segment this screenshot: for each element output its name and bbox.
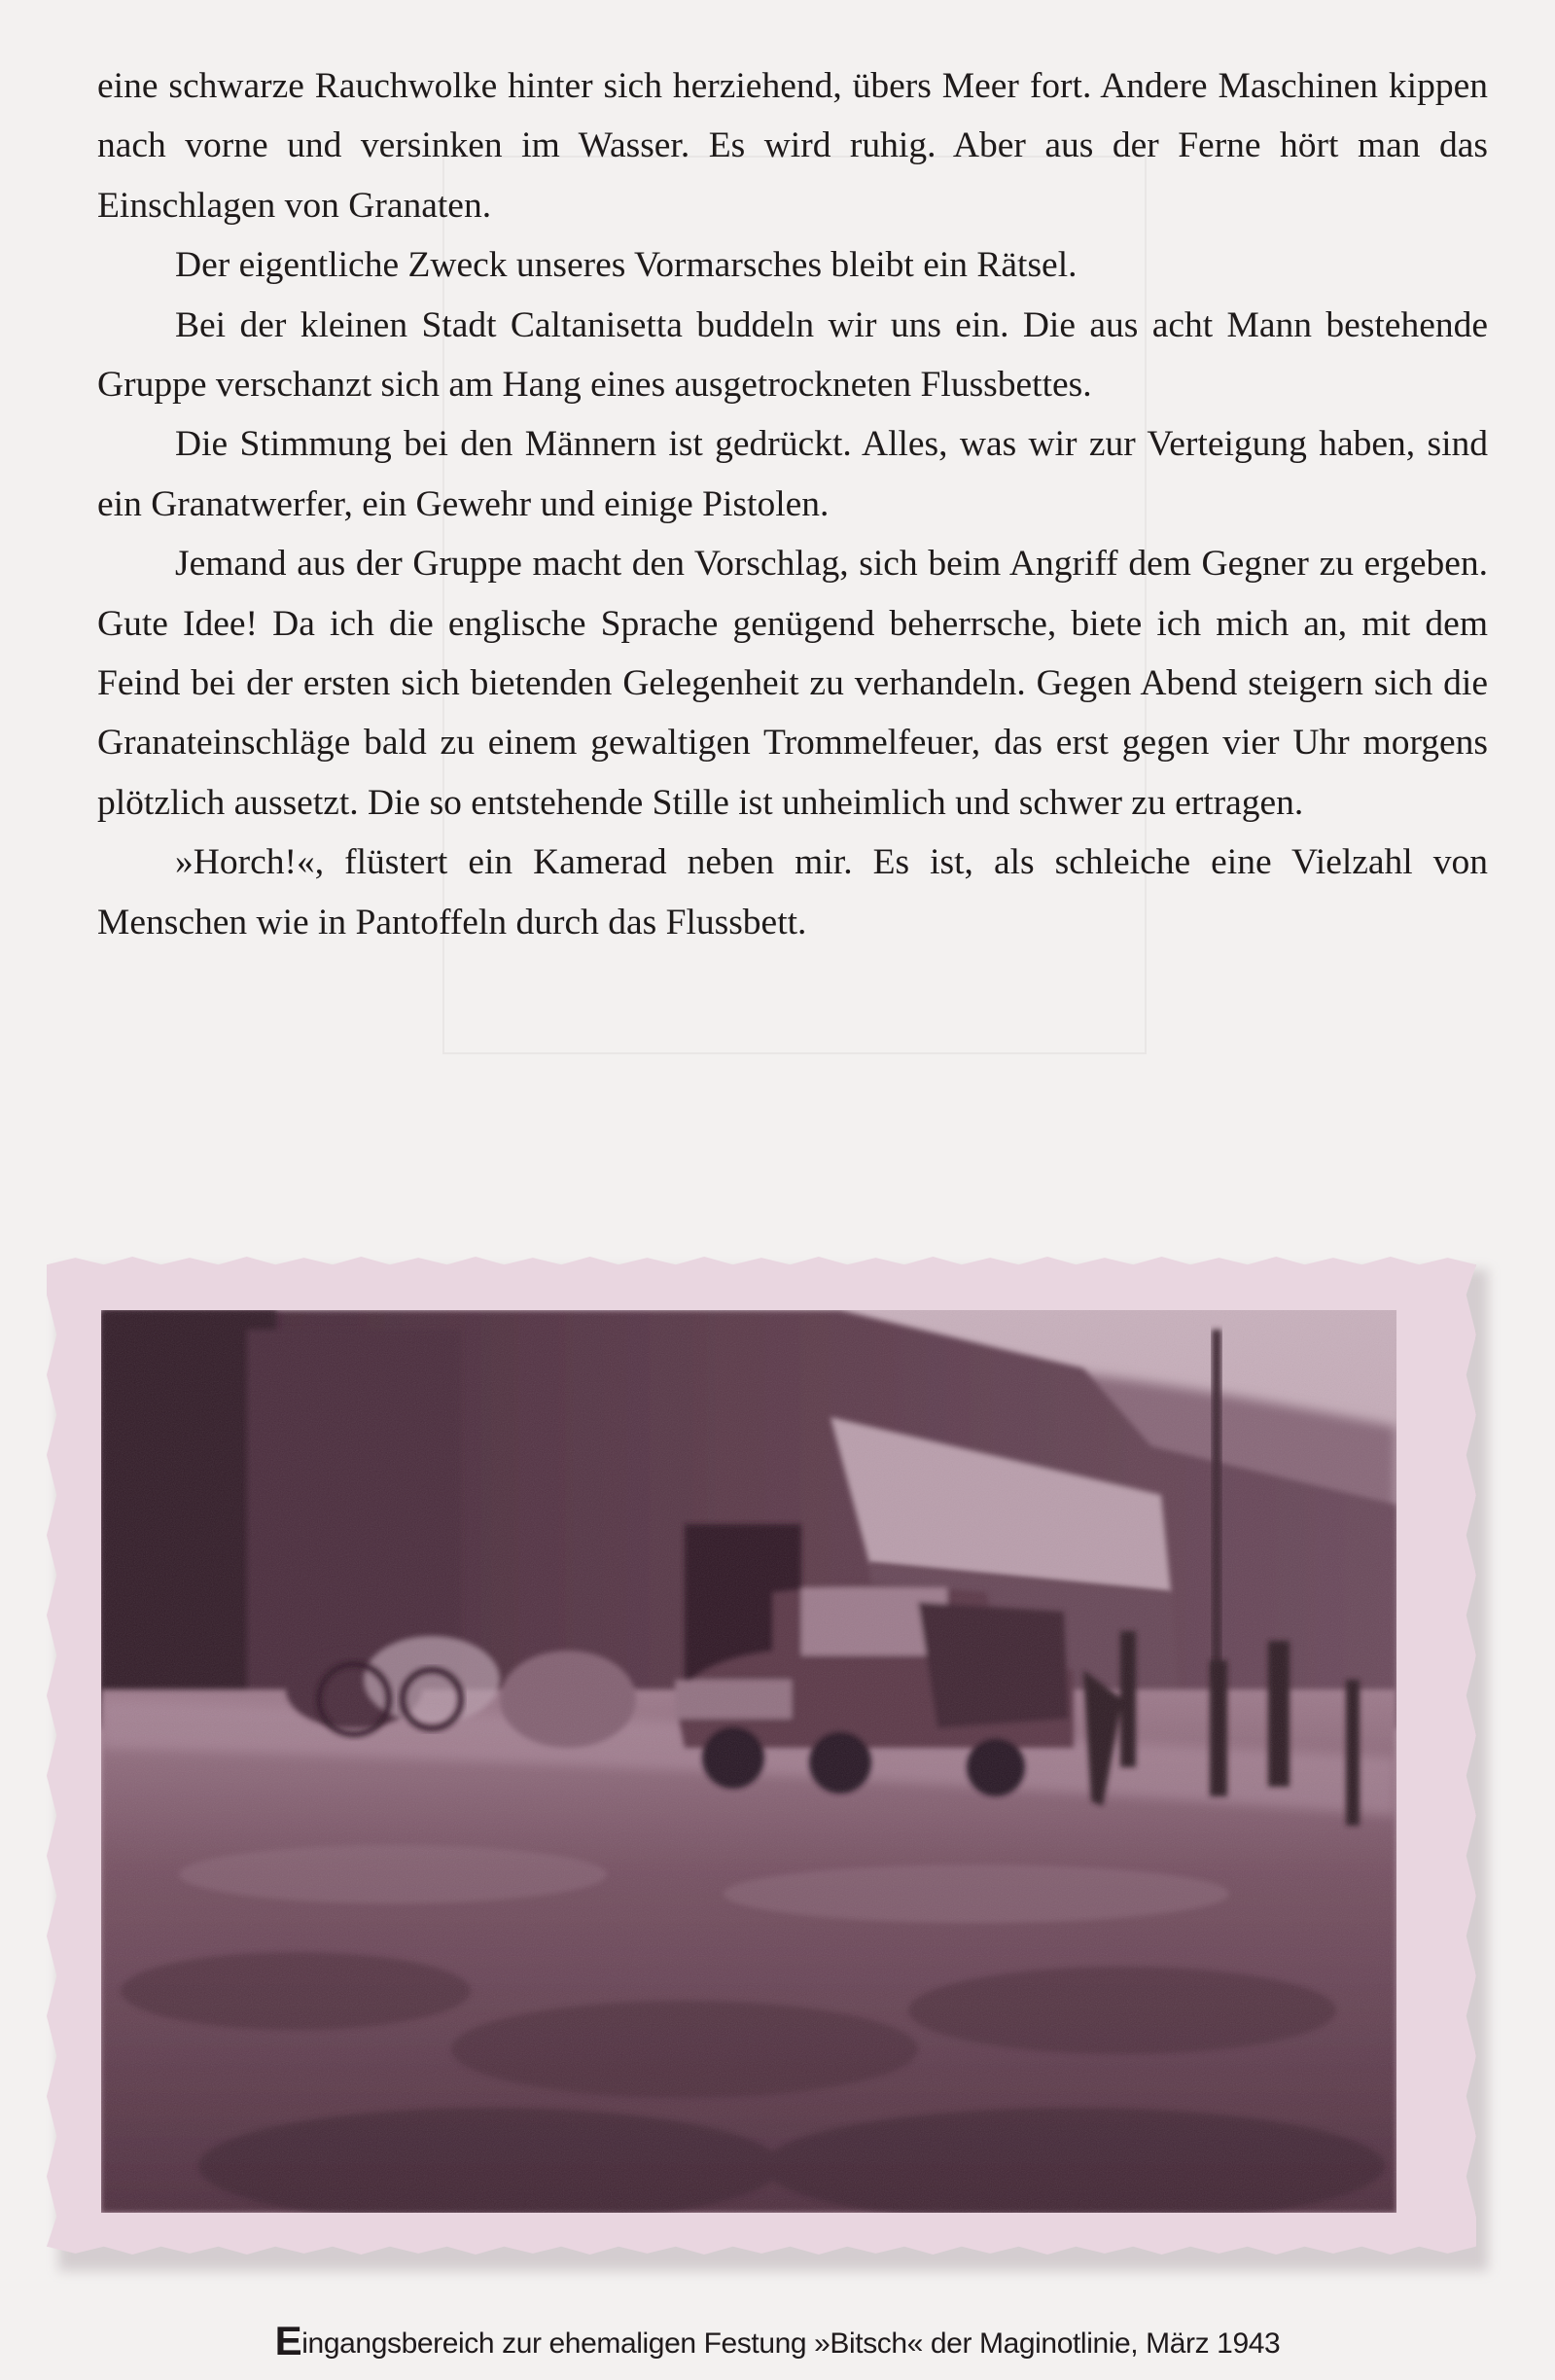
paragraph-3: Bei der kleinen Stadt Caltanisetta buddeln wir uns ein. Die aus acht Mann bestehende Gruppe verschanzt sich am Hang eines ausgetrockneten Flussbettes.	[97, 304, 1488, 406]
body-text	[97, 56, 1488, 952]
paragraph-4: Die Stimmung bei den Männern ist gedrückt. Alles, was wir zur Verteigung haben, sind ein Granatwerfer, ein Gewehr und einige Pistolen.	[97, 424, 1488, 524]
caption-text: ingangsbereich zur ehemaligen Festung »Bitsch« der Maginotlinie, März 1943	[301, 2327, 1281, 2360]
paragraph-2: Der eigentliche Zweck unseres Vormarsches bleibt ein Rätsel.	[175, 245, 1078, 286]
caption-initial: E	[274, 2318, 302, 2363]
paragraph-1: eine schwarze Rauchwolke hinter sich herziehend, übers Meer fort. Andere Maschinen kippen nach vorne und versinken im Wasser. Es wird ruhig. Aber aus der Ferne hört man das Einschlagen von Granaten.	[97, 66, 1488, 226]
paragraph-6: »Horch!«, flüstert ein Kamerad neben mir. Es ist, als schleiche eine Vielzahl von Menschen wie in Pantoffeln durch das Flussbett.	[97, 842, 1488, 942]
paragraph-5: Jemand aus der Gruppe macht den Vorschlag, sich beim Angriff dem Gegner zu ergeben. Gute Idee! Da ich die englische Sprache genügend beherrsche, biete ich mich an, mit dem Feind bei der ersten sich bietenden Gelegenheit zu verhandeln. Gegen Abend steigern sich die Granateinschläge bald zu einem gewaltigen Trommelfeuer, das erst gegen vier Uhr morgens plötzlich aussetzt. Die so entstehende Stille ist unheimlich und schwer zu ertragen.	[97, 544, 1488, 823]
photo-illustration	[101, 1310, 1396, 2213]
photo-caption	[0, 2318, 1555, 2364]
historic-photo	[101, 1310, 1396, 2213]
